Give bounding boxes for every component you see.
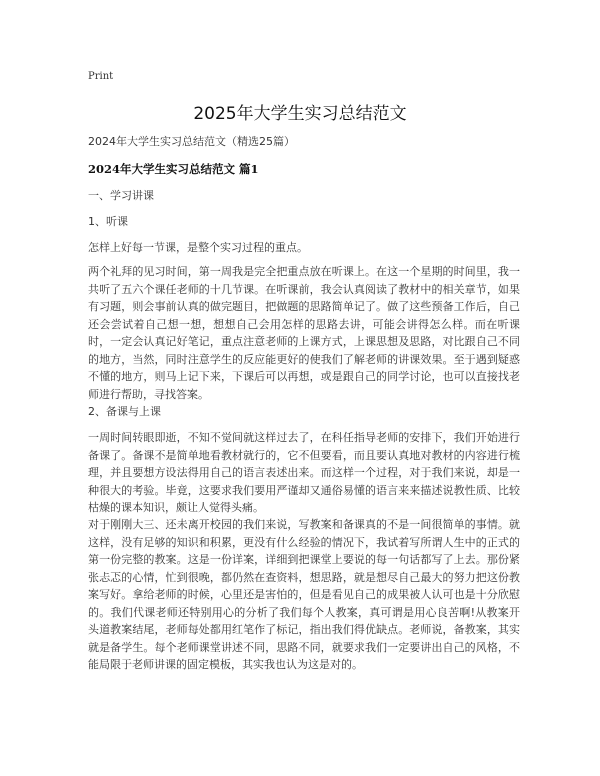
paragraph-4: 对于刚刚大三、还未离开校园的我们来说，写教案和备课真的不是一间很简单的事情。就这样，没有足够的知识和积累，更没有什么经验的情况下，我试着写所谓人生中的正式的第一份完整的教案。这是一份详案，详细到把课堂上要说的每一句话都写了上去。那份紧张忐忑的心情，忙到很晚，都仍然在查资料，想思路，就是想尽自己最大的努力把这份教案写好。拿给老师的时候，心里还是害怕的，但是看见自己的成果被人认可也是十分欣慰的。我们代课老师还特别用心的分析了我们每个人教案，真可谓是用心良苦啊!从教案开头道教案结尾，老师每处都用红笔作了标记，指出我们得优缺点。老师说，备教案，其实就是备学生。每个老师课堂讲述不同，思路不同，就要求我们一定要讲出自己的风格，不能局限于老师讲课的固定模板，其实我也认为这是对的。 (88, 518, 520, 671)
document-subtitle: 2024年大学生实习总结范文（精选25篇） (88, 135, 295, 148)
document-title: 2025年大学生实习总结范文 (193, 104, 407, 124)
paragraph-2: 两个礼拜的见习时间，第一周我是完全把重点放在听课上。在这一个星期的时间里，我一共听了五六个课任老师的十几节课。在听课前，我会认真阅读了教材中的相关章节，如果有习题，则会事前认真的做完题目，把做题的思路简单记了。做了这些预备工作后，自己还会尝试着自己想一想，想想自己会用怎样的思路去讲，可能会讲得怎么样。而在听课时，一定会认真记好笔记，重点注意老师的上课方式，上课思想及思路，对比跟自己不同的地方，当然，同时注意学生的反应能更好的使我们了解老师的讲课效果。至于遇到疑惑不懂的地方，则马上记下来，下课后可以再想，或是跟自己的同学讨论，也可以直接找老师进行帮助，寻找答案。 (88, 265, 520, 401)
heading-preparation-teaching: 2、备课与上课 (88, 405, 161, 418)
print-label[interactable]: Print (88, 71, 114, 82)
heading-learning-lecture: 一、学习讲课 (88, 189, 154, 202)
section-title: 2024年大学生实习总结范文 篇1 (88, 162, 259, 176)
paragraph-1: 怎样上好每一节课，是整个实习过程的重点。 (88, 241, 308, 254)
heading-listening: 1、听课 (88, 215, 128, 228)
paragraph-3: 一周时间转眼即逝，不知不觉间就这样过去了，在科任指导老师的安排下，我们开始进行备课了。备课不是简单地看教材就行的，它不但要看，而且要认真地对教材的内容进行梳理，并且要想方设法得用自己的语言表述出来。而这样一个过程，对于我们来说，却是一种很大的考验。毕竟，这要求我们要用严谨却又通俗易懂的语言来来描述说教性质、比较枯燥的课本知识，颇让人觉得头痛。 (88, 431, 520, 514)
